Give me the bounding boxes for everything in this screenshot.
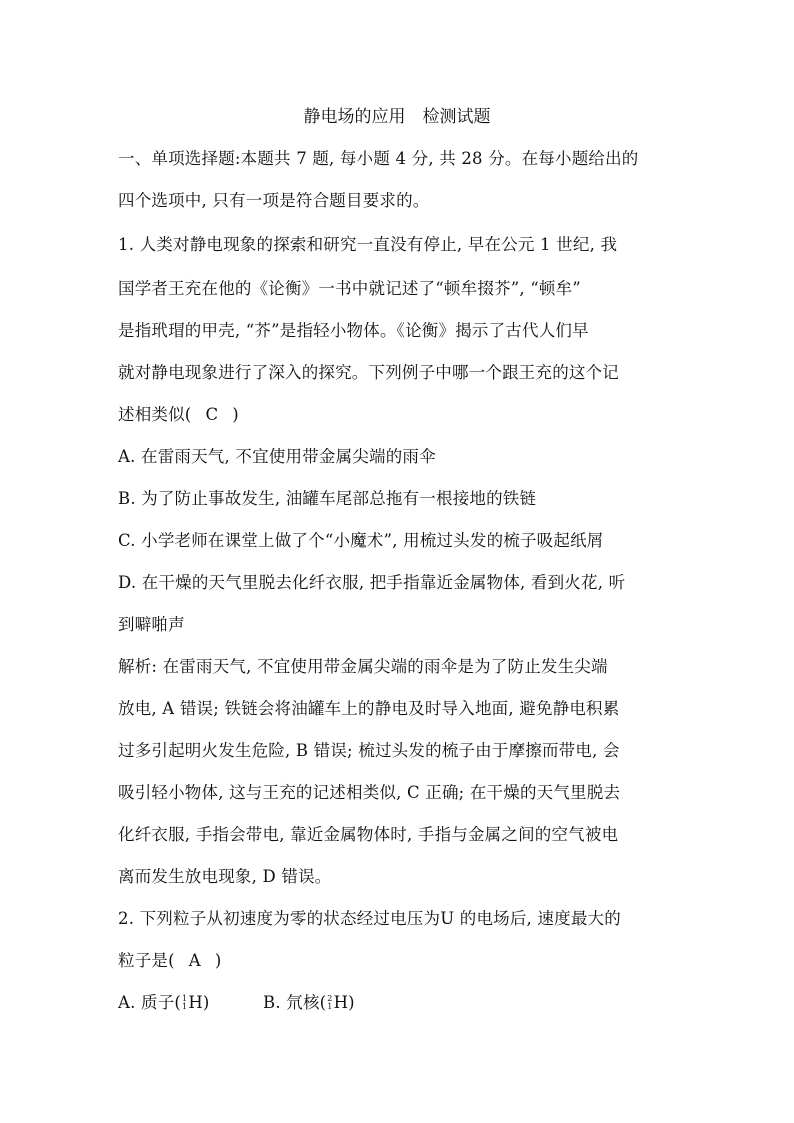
section-heading-line-2: 四个选项中, 只有一项是符合题目要求的。 <box>118 191 430 210</box>
q2-option-b-charge: 1 <box>327 1002 333 1011</box>
q1-option-c: C. 小学老师在课堂上做了个“小魔术”, 用梳过头发的梳子吸起纸屑 <box>118 531 604 550</box>
q1-stem-line-2: 国学者王充在他的《论衡》一书中就记述了“顿牟掇芥”, “顿牟” <box>118 279 581 298</box>
q2-option-a-mass: 1 <box>182 994 188 1003</box>
q1-analysis-line-4: 吸引轻小物体, 这与王充的记述相类似, C 正确; 在干燥的天气里脱去 <box>118 783 621 802</box>
section-heading-line-1: 一、单项选择题:本题共 7 题, 每小题 4 分, 共 28 分。在每小题给出的 <box>118 149 639 168</box>
q2-option-a-charge: 1 <box>182 1002 188 1011</box>
q1-stem-prefix: 述相类似( <box>118 405 192 424</box>
q1-analysis-line-2: 放电, A 错误; 铁链会将油罐车上的静电及时导入地面, 避免静电积累 <box>118 699 620 718</box>
q2-option-b-label: B. 氘核( <box>263 993 327 1012</box>
q2-stem-line-2 <box>118 950 678 972</box>
q1-option-d-line-1: D. 在干燥的天气里脱去化纤衣服, 把手指靠近金属物体, 看到火花, 听 <box>118 573 626 592</box>
q1-analysis-line-3: 过多引起明火发生危险, B 错误; 梳过头发的梳子由于摩擦而带电, 会 <box>118 741 620 760</box>
q2-option-b-symbol: H) <box>333 993 355 1012</box>
q1-option-d-line-2: 到噼啪声 <box>118 615 185 634</box>
q2-stem-line-1: 2. 下列粒子从初速度为零的状态经过电压为U 的电场后, 速度最大的 <box>118 909 621 928</box>
q2-option-a <box>118 992 210 1014</box>
q2-option-b-nuclide <box>327 995 332 1011</box>
q1-option-a: A. 在雷雨天气, 不宜使用带金属尖端的雨伞 <box>118 447 436 466</box>
q2-option-b <box>263 992 355 1014</box>
q2-options-line <box>118 992 678 1014</box>
q2-answer: A <box>188 951 201 970</box>
q1-analysis-line-1: 解析: 在雷雨天气, 不宜使用带金属尖端的雨伞是为了防止发生尖端 <box>118 657 608 676</box>
q1-stem-suffix: ) <box>232 405 239 424</box>
page-title: 静电场的应用 检测试题 <box>303 107 491 127</box>
q1-option-b: B. 为了防止事故发生, 油罐车尾部总拖有一根接地的铁链 <box>118 489 537 508</box>
q1-analysis-line-6: 离而发生放电现象, D 错误。 <box>118 867 332 886</box>
q2-option-b-mass: 2 <box>327 994 333 1003</box>
q1-analysis-line-5: 化纤衣服, 手指会带电, 靠近金属物体时, 手指与金属之间的空气被电 <box>118 825 619 844</box>
q1-stem-line-1: 1. 人类对静电现象的探索和研究一直没有停止, 早在公元 1 世纪, 我 <box>118 235 618 254</box>
q2-stem-suffix: ) <box>214 951 222 970</box>
q1-answer: C <box>205 405 219 424</box>
q1-stem-line-5 <box>118 404 678 426</box>
q1-stem-line-4: 就对静电现象进行了深入的探究。下列例子中哪一个跟王充的这个记 <box>118 363 619 382</box>
q2-option-a-symbol: H) <box>188 993 210 1012</box>
q2-stem-prefix: 粒子是( <box>118 951 175 970</box>
q2-option-a-nuclide <box>182 995 187 1011</box>
q2-option-a-label: A. 质子( <box>118 993 182 1012</box>
q1-stem-line-3: 是指玳瑁的甲壳, “芥”是指轻小物体。《论衡》揭示了古代人们早 <box>118 321 589 340</box>
